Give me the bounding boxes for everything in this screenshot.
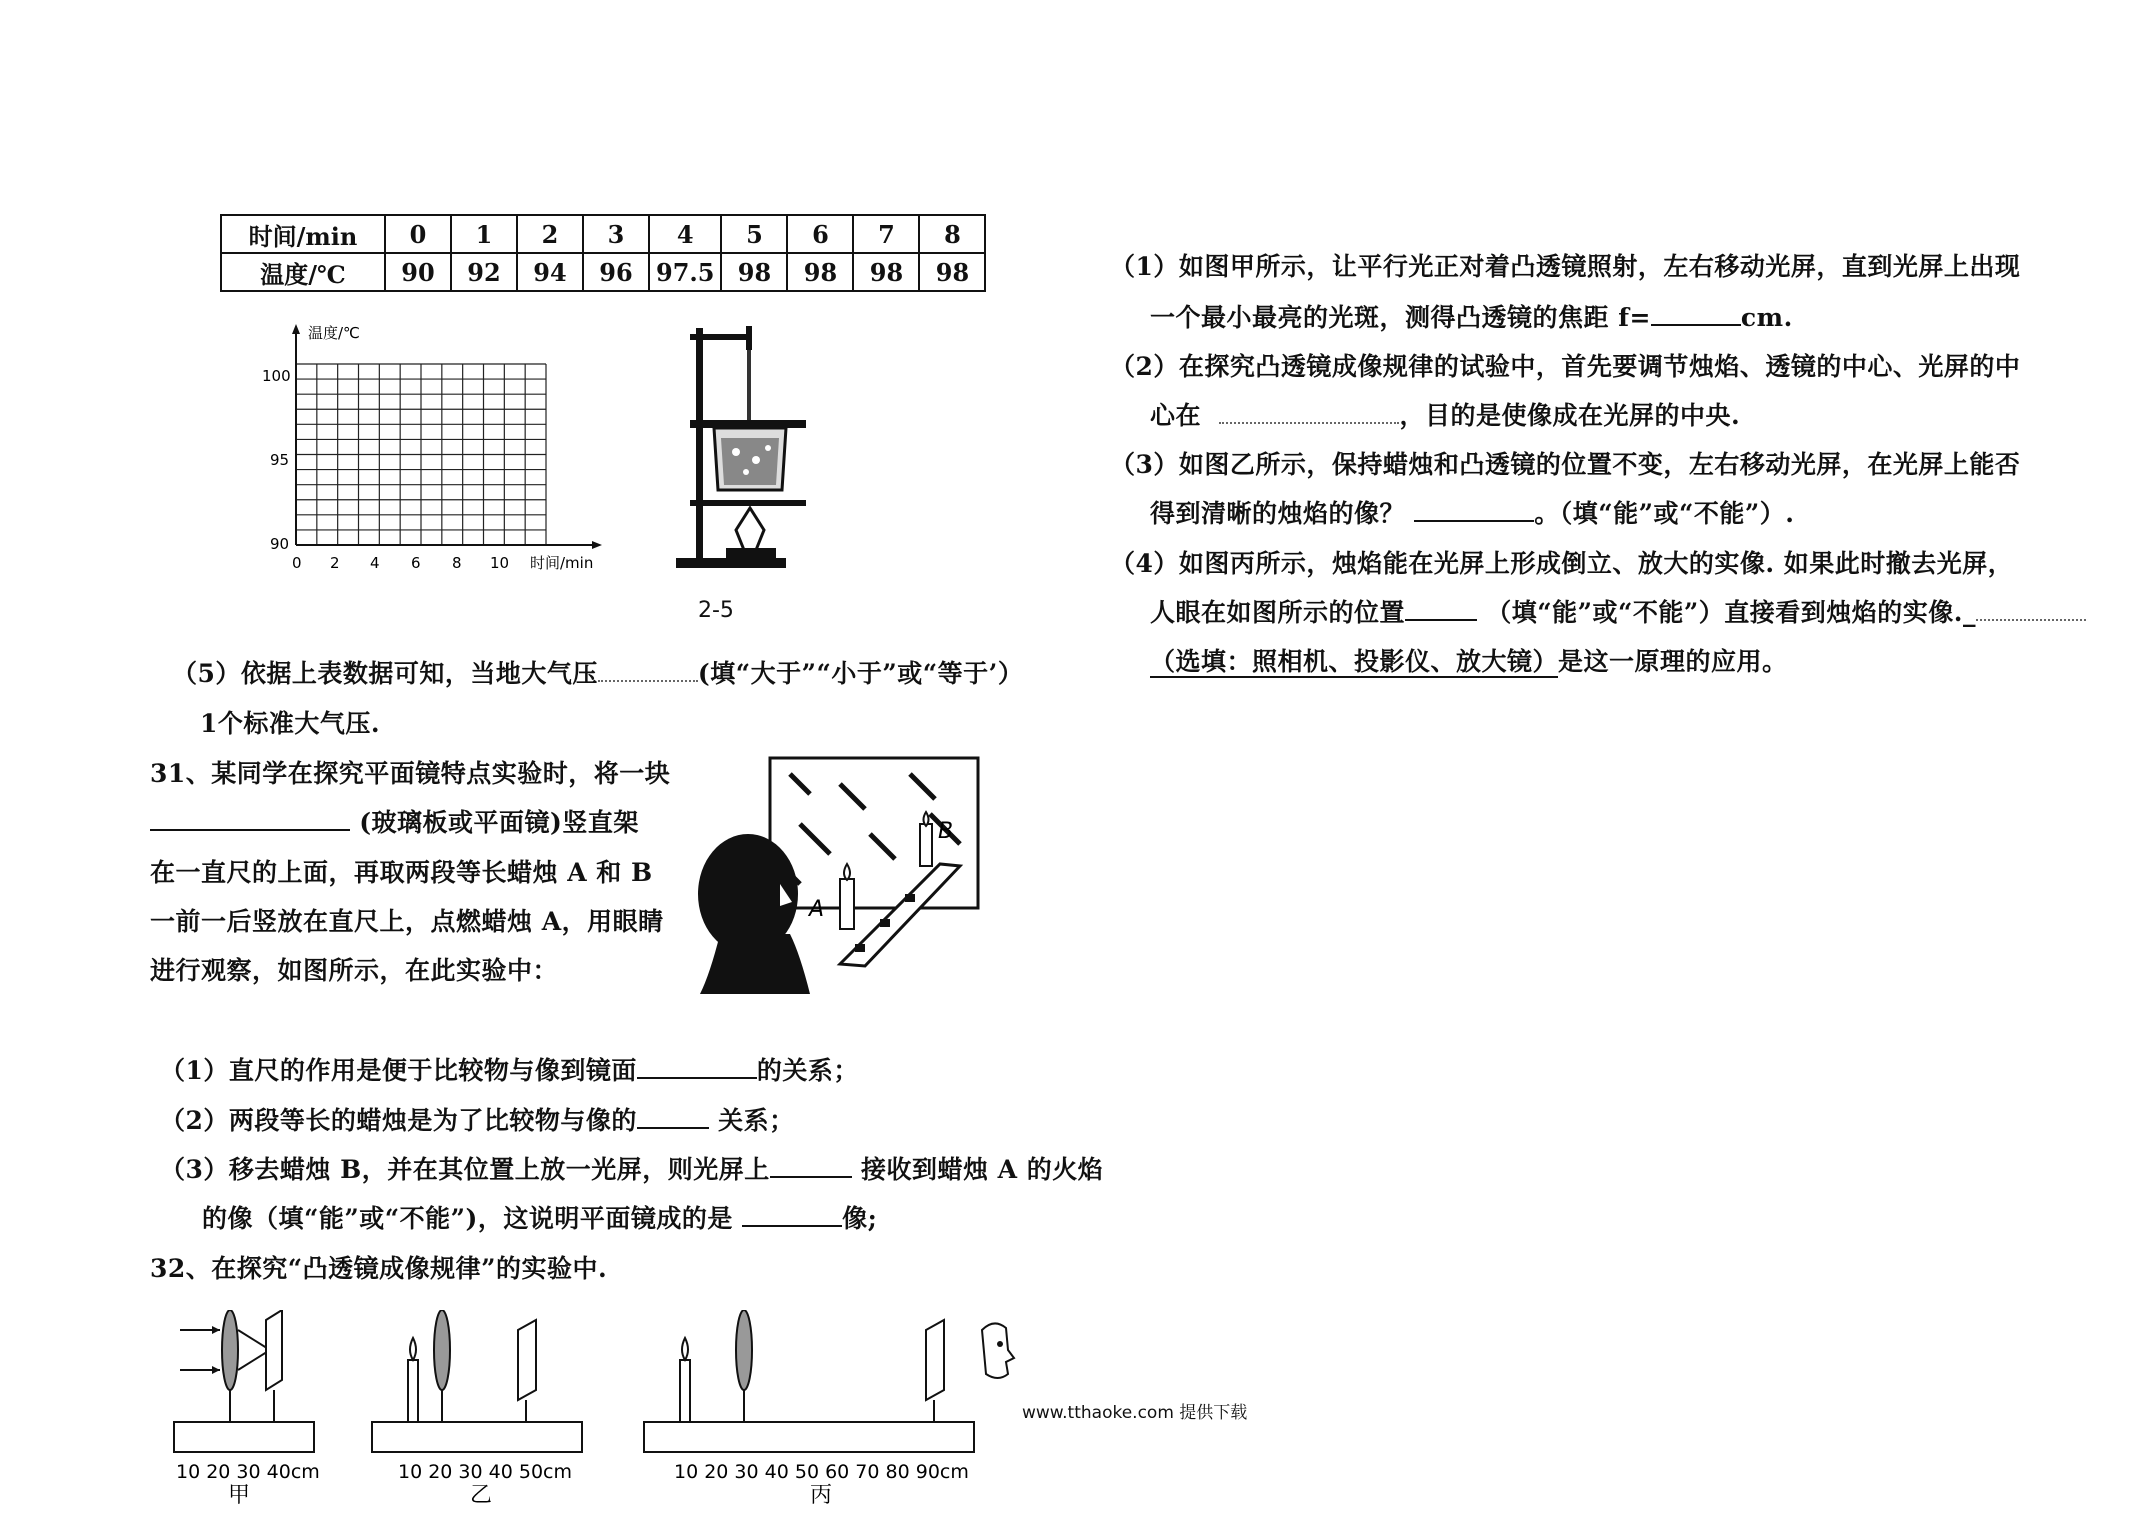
q31-line2	[150, 803, 639, 839]
right-p4-text-c: （填“能”或“不能”）直接看到烛焰的实像._	[1486, 598, 1976, 627]
row-header-time: 时间/min	[221, 215, 385, 253]
ruler-ticks: 10 20 30 40 50 60 70 80 90cm	[674, 1461, 969, 1483]
focal-length-blank[interactable]	[1651, 302, 1741, 326]
q30-5-line2: 1个标准大气压.	[200, 709, 381, 738]
candle-b-label: B	[938, 819, 954, 844]
right-p3-line2	[1150, 494, 1794, 530]
right-p2-text-c: ，目的是使像成在光屏的中央.	[1399, 401, 1741, 430]
cell-time: 0	[385, 215, 451, 253]
cell-temp: 98	[787, 253, 853, 291]
q31-line3: 在一直尺的上面，再取两段等长蜡烛 A 和 B	[150, 858, 653, 887]
q31-sub2-blank[interactable]	[637, 1105, 709, 1129]
row-header-temp: 温度/℃	[221, 253, 385, 291]
right-p3-text-b: 得到清晰的烛焰的像？	[1150, 499, 1406, 528]
right-p1-line2	[1150, 298, 1793, 334]
cell-temp: 97.5	[649, 253, 721, 291]
right-p4-line1: （4）如图丙所示，烛焰能在光屏上形成倒立、放大的实像. 如果此时撤去光屏，	[1110, 549, 2014, 578]
mirror-experiment-illustration	[690, 754, 990, 994]
q31-sub2-text-b: 关系；	[718, 1106, 795, 1135]
q31-line1: 31、某同学在探究平面镜特点实验时，将一块	[150, 759, 671, 788]
boiling-apparatus-illustration	[676, 320, 806, 570]
cell-time: 2	[517, 215, 583, 253]
q31-sub1-text-b: 的关系；	[756, 1056, 859, 1085]
q30-5-line1	[172, 654, 1023, 690]
table-row-time	[221, 215, 985, 253]
q31-line4: 一前一后竖放在直尺上，点燃蜡烛 A，用眼睛	[150, 907, 664, 936]
center-height-blank[interactable]	[1219, 400, 1399, 424]
ruler-ticks: 10 20 30 40 50cm	[398, 1461, 572, 1483]
right-p2-line2	[1150, 396, 1740, 432]
cell-time: 7	[853, 215, 919, 253]
q31-sub3-text-c: 的像（填“能”或“不能”)，这说明平面镜成的是	[202, 1204, 733, 1233]
q31-sub3-text-d: 像;	[842, 1204, 878, 1233]
q31-sub3-line2	[202, 1199, 877, 1235]
y-axis-arrow	[292, 324, 300, 334]
right-p3-line1: （3）如图乙所示，保持蜡烛和凸透镜的位置不变，左右移动光屏，在光屏上能否	[1110, 450, 2021, 479]
y-tick: 90	[270, 535, 290, 553]
y-axis-label: 温度/℃	[308, 324, 360, 342]
right-p1-line1: （1）如图甲所示，让平行光正对着凸透镜照射，左右移动光屏，直到光屏上出现	[1110, 252, 2021, 281]
q31-line5: 进行观察，如图所示，在此实验中：	[150, 956, 559, 985]
x-tick: 0	[292, 554, 302, 572]
q31-sub2	[160, 1101, 795, 1137]
q32-intro: 32、在探究“凸透镜成像规律”的实验中.	[150, 1254, 608, 1283]
x-tick: 6	[411, 554, 421, 572]
right-p1-text-b: 一个最小最亮的光斑，测得凸透镜的焦距 f=	[1150, 303, 1651, 332]
q31-sub1	[160, 1051, 859, 1087]
candle-a-label: A	[809, 897, 825, 922]
q31-sub3-text-b: 接收到蜡烛 A 的火焰	[860, 1155, 1104, 1184]
cell-time: 6	[787, 215, 853, 253]
apparatus-caption: 2-5	[698, 598, 734, 623]
q31-blank-material[interactable]	[150, 807, 350, 831]
lens-figure-jia	[170, 1310, 320, 1510]
cell-temp: 98	[853, 253, 919, 291]
q30-5-text-a: （5）依据上表数据可知，当地大气压	[172, 659, 598, 688]
right-p4-text-d: （选填：照相机、投影仪、放大镜）	[1150, 647, 1559, 676]
x-tick: 10	[490, 554, 510, 572]
temperature-grid	[250, 320, 610, 580]
table-row-temp	[221, 253, 985, 291]
right-p2-text-b: 心在	[1150, 401, 1202, 430]
eye-face-icon	[982, 1323, 1014, 1378]
cell-temp: 98	[919, 253, 985, 291]
y-tick: 100	[262, 367, 291, 385]
application-blank[interactable]	[1976, 597, 2086, 621]
q31-sub3-blank-b[interactable]	[742, 1203, 842, 1227]
fig-label-jia: 甲	[228, 1483, 251, 1508]
footer-credit: www.tthaoke.com 提供下载	[1022, 1403, 1248, 1423]
see-image-blank[interactable]	[1405, 597, 1477, 621]
cell-temp: 90	[385, 253, 451, 291]
fig-label-yi: 乙	[470, 1483, 493, 1508]
x-axis-arrow	[592, 541, 602, 549]
x-axis-label: 时间/min	[530, 554, 594, 572]
cell-time: 8	[919, 215, 985, 253]
clear-image-blank[interactable]	[1414, 498, 1534, 522]
q31-sub1-blank[interactable]	[637, 1055, 757, 1079]
cell-time: 4	[649, 215, 721, 253]
cell-temp: 94	[517, 253, 583, 291]
right-p3-text-c: 。（填“能”或“不能”）.	[1534, 499, 1795, 528]
q30-5-text-b: (填“大于”“小于”或“等于’）	[697, 659, 1024, 688]
cell-time: 3	[583, 215, 649, 253]
right-p4-text-b: 人眼在如图所示的位置	[1150, 598, 1406, 627]
right-p4-text-e: 是这一原理的应用。	[1558, 647, 1788, 676]
q31-sub3-line1	[160, 1150, 1103, 1186]
cell-time: 5	[721, 215, 787, 253]
x-tick: 2	[330, 554, 340, 572]
grid-lines	[296, 364, 546, 545]
q31-text: (玻璃板或平面镜)竖直架	[359, 808, 639, 837]
cell-temp: 92	[451, 253, 517, 291]
lens-figure-bing	[642, 1310, 1022, 1510]
q31-sub2-text-a: （2）两段等长的蜡烛是为了比较物与像的	[160, 1106, 637, 1135]
cell-temp: 96	[583, 253, 649, 291]
cell-time: 1	[451, 215, 517, 253]
y-tick: 95	[270, 451, 290, 469]
q31-sub3-text-a: （3）移去蜡烛 B，并在其位置上放一光屏，则光屏上	[160, 1155, 770, 1184]
right-p2-line1: （2）在探究凸透镜成像规律的试验中，首先要调节烛焰、透镜的中心、光屏的中	[1110, 352, 2021, 381]
fig-label-bing: 丙	[810, 1483, 833, 1508]
right-p1-text-c: cm.	[1740, 303, 1793, 332]
temperature-table	[220, 214, 986, 292]
q31-sub1-text-a: （1）直尺的作用是便于比较物与像到镜面	[160, 1056, 637, 1085]
right-p4-line2	[1150, 593, 2086, 629]
ruler-ticks: 10 20 30 40cm	[176, 1461, 320, 1483]
lens-figure-yi	[370, 1310, 590, 1510]
q31-sub3-blank-a[interactable]	[770, 1154, 852, 1178]
x-tick: 4	[370, 554, 380, 572]
right-p4-line3	[1150, 642, 1788, 678]
cell-temp: 98	[721, 253, 787, 291]
q30-5-blank[interactable]	[598, 658, 698, 682]
x-tick: 8	[452, 554, 462, 572]
